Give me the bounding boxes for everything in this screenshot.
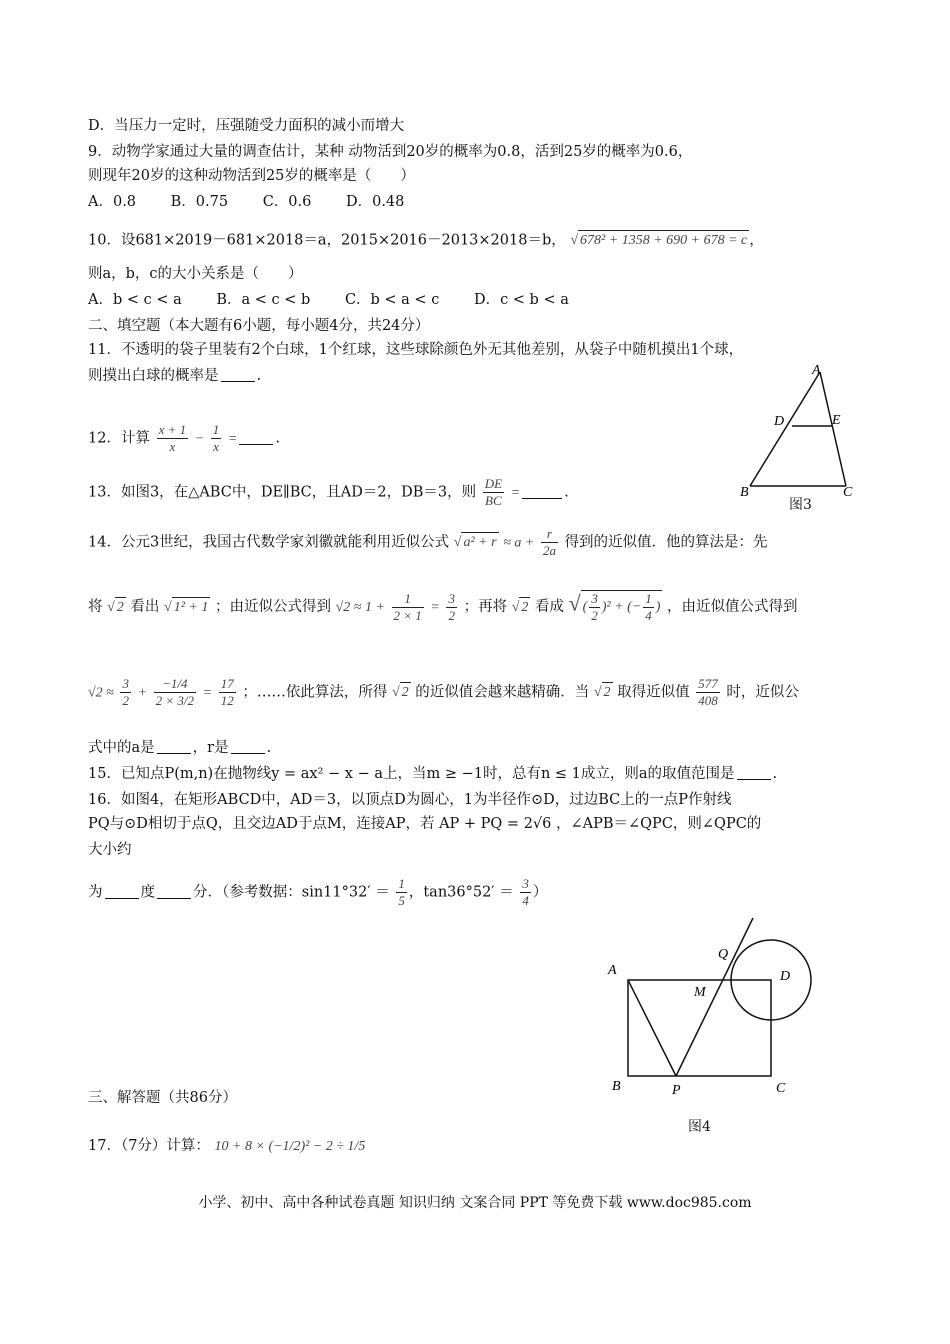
q11-answer-blank[interactable] bbox=[221, 367, 255, 382]
q14-line4b: ，r是 bbox=[192, 740, 229, 756]
q9-option-a: A．0.8 bbox=[88, 194, 137, 210]
fig3-label-a: A bbox=[812, 363, 821, 378]
q15-end: . bbox=[772, 766, 778, 782]
q14-line2b: 看出 bbox=[130, 599, 160, 615]
q14-frac-577: 577 bbox=[698, 676, 718, 691]
q14-line3b: 的近似值会越来越精确．当 bbox=[415, 684, 590, 701]
q14-formula-rad: a² + r bbox=[461, 532, 498, 553]
q10-stem-text: 10．设681×2019－681×2018＝a，2015×2016－2013×2018＝b， bbox=[88, 232, 566, 249]
q12-prefix: 12．计算 bbox=[88, 430, 150, 447]
q13-frac bbox=[483, 476, 504, 509]
q14-line2: 将 √ 2 看出 √ 1² + 1 ；由近似公式得到 √2 ≈ 1 + $\frac{1}{2 \times 1}$ = $\frac{3}{2}$ ；再将 √ 2 看成 √ ( $\frac{3}{2}$ )² + (− $\frac{1}{4}$ ) ，由近似值公式得到 bbox=[88, 590, 798, 623]
q14-frac-12: 12 bbox=[220, 693, 234, 708]
q13 bbox=[88, 476, 569, 509]
q14-sqrt2-d: √ 2 bbox=[594, 682, 613, 703]
q16-f2-den: 4 bbox=[522, 893, 529, 908]
fig3-caption: 图3 bbox=[789, 497, 812, 513]
q9-line1: 9．动物学家通过大量的调查估计，某种 动物活到20岁的概率为0.8，活到25岁的概率为0.6， bbox=[88, 144, 693, 160]
figure-4-rectangle-circle bbox=[600, 912, 830, 1102]
q12-frac1-num: x + 1 bbox=[158, 422, 187, 437]
q14-formula-num: r bbox=[541, 526, 558, 543]
q14-line2c: ；由近似公式得到 bbox=[214, 599, 331, 615]
fig4-label-d: D bbox=[780, 969, 791, 984]
q14-sqrt2-a: √ 2 bbox=[107, 597, 126, 618]
q14-line2f: ，由近似值公式得到 bbox=[667, 599, 798, 615]
q13-eq: = bbox=[510, 485, 521, 501]
q14-frac-17: 17 bbox=[220, 676, 234, 691]
q9-option-b: B．0.75 bbox=[170, 194, 229, 210]
q14-line2d: ；再将 bbox=[463, 599, 508, 615]
q14-nested-frac: $\frac{-1/4}{2 \times 3/2}$ bbox=[155, 676, 195, 708]
section-2-heading: 二、填空题（本大题有6小题，每小题4分，共24分） bbox=[88, 318, 430, 334]
q14-frac-3-over-2-b: $\frac{3}{2}$ bbox=[122, 676, 129, 708]
q13-frac-den: BC bbox=[485, 493, 502, 508]
q14-sqrt2-c: √ 2 bbox=[392, 682, 411, 703]
q8-option-d: D．当压力一定时，压强随受力面积的减小而增大 bbox=[88, 118, 405, 134]
q14-sqrt-complex: √ ( $\frac{3}{2}$ )² + (− $\frac{1}{4}$ ) bbox=[568, 590, 661, 623]
q17-prefix: 17．（7分）计算： bbox=[88, 1138, 210, 1154]
q10-option-a: A．b < c < a bbox=[88, 292, 182, 308]
fig4-label-a: A bbox=[608, 963, 617, 978]
q14-line2a: 将 bbox=[88, 599, 103, 615]
q16-frac-3-4 bbox=[520, 876, 531, 909]
q14-formula-approx: ≈ a + bbox=[503, 535, 535, 551]
q9-option-d: D．0.48 bbox=[345, 194, 405, 210]
q12-frac2-den: x bbox=[213, 439, 219, 454]
q16-frac-1-5 bbox=[396, 876, 407, 909]
q16-f1-den: 5 bbox=[398, 893, 405, 908]
q16-line4a: 为 bbox=[88, 884, 103, 901]
q13-text: 13．如图3，在△ABC中，DE∥BC，且AD＝2，DB＝3，则 bbox=[88, 484, 477, 501]
q15 bbox=[88, 764, 777, 784]
q14-answer-a-blank[interactable] bbox=[157, 739, 191, 754]
q10-line2: 则a，b，c的大小关系是（ ） bbox=[88, 266, 303, 282]
q14-line3d: 时，近似公 bbox=[726, 684, 799, 701]
fig3-label-c: C bbox=[843, 485, 853, 500]
q11-end: . bbox=[256, 368, 262, 384]
q16-line1: 16．如图4，在矩形ABCD中，AD＝3，以顶点D为圆心，1为半径作⊙D，过边BC上的一点P作射线 bbox=[88, 792, 732, 808]
q14-sqrt2-b: √ 2 bbox=[512, 597, 531, 618]
section-3-heading: 三、解答题（共86分） bbox=[88, 1090, 237, 1106]
fig4-ray-pq bbox=[676, 918, 753, 1076]
q14-formula-sqrt: √ a² + r bbox=[454, 532, 499, 553]
q14-answer-r-blank[interactable] bbox=[231, 739, 265, 754]
q14-line4-text: 式中的a是 bbox=[88, 740, 155, 756]
q12-minus: − bbox=[194, 431, 205, 447]
fig4-label-b: B bbox=[612, 1079, 621, 1094]
q12-answer-blank[interactable] bbox=[239, 430, 273, 445]
q14-frac-3-over-2: $\frac{3}{2}$ bbox=[448, 590, 455, 623]
fig4-label-c: C bbox=[776, 1081, 786, 1096]
q15-text: 15．已知点P(m,n)在抛物线y = ax² − x − a上，当m ≥ −1时，总有n ≤ 1成立，则a的取值范围是 bbox=[88, 766, 735, 782]
q16-f2-num: 3 bbox=[522, 876, 529, 891]
q13-end: . bbox=[564, 484, 569, 501]
q16-line2: PQ与⊙D相切于点Q，且交边AD于点M，连接AP，若 AP + PQ = 2√6 ，∠APB＝∠QPC，则∠QPC的 bbox=[88, 816, 762, 832]
q16-line3: 大小约 bbox=[88, 842, 132, 858]
fig3-side-ac bbox=[820, 372, 846, 486]
fig4-label-p: P bbox=[672, 1083, 681, 1098]
q12-frac2-num: 1 bbox=[212, 422, 220, 437]
q16-f1-num: 1 bbox=[398, 876, 405, 891]
q9-options bbox=[88, 192, 434, 212]
q13-frac-num: DE bbox=[484, 476, 503, 491]
q10-option-b: B．a < c < b bbox=[216, 292, 311, 308]
q17 bbox=[88, 1136, 365, 1157]
q14-line1a: 14．公元3世纪，我国古代数学家刘徽就能利用近似公式 bbox=[88, 534, 450, 551]
q9-option-c: C．0.6 bbox=[262, 194, 312, 210]
fig3-label-d: D bbox=[774, 414, 785, 429]
fig3-side-ab bbox=[750, 372, 820, 486]
q14-frac-1-over-2x1: $\frac{1}{2 \times 1}$ bbox=[393, 590, 422, 623]
q14-line3a: ；……依此算法，所得 bbox=[242, 684, 388, 701]
q14-line1b: 得到的近似值．他的算法是：先 bbox=[564, 534, 768, 551]
q16-line4e: ） bbox=[532, 884, 548, 901]
q14-approx-2: √2 ≈ bbox=[88, 685, 114, 701]
q10-options bbox=[88, 290, 599, 310]
q12-frac1 bbox=[157, 422, 189, 455]
fig4-caption: 图4 bbox=[688, 1119, 711, 1135]
q14-end: . bbox=[266, 740, 272, 756]
q14-line3c: 取得近似值 bbox=[617, 684, 690, 701]
q12 bbox=[88, 422, 280, 455]
fig4-segment-ap bbox=[628, 980, 676, 1076]
q12-eq: = bbox=[227, 431, 238, 447]
fig4-label-q: Q bbox=[718, 947, 729, 962]
fig3-label-b: B bbox=[740, 485, 749, 500]
q14-approx-1: √2 ≈ 1 + bbox=[335, 600, 385, 615]
q16-line4d: ，tan36°52′ ＝ bbox=[408, 884, 514, 901]
q14-frac-577-408 bbox=[696, 676, 720, 709]
q14-formula-frac bbox=[541, 526, 558, 559]
fig3-label-e: E bbox=[832, 413, 841, 428]
q10-stem: 10．设681×2019－681×2018＝a，2015×2016－2013×2018＝b， √ 678² + 1358 + 690 + 678 = c ， bbox=[88, 230, 764, 251]
q9-line2: 则现年20岁的这种动物活到25岁的概率是（ ） bbox=[88, 168, 415, 184]
q16-answer-minute-blank[interactable] bbox=[157, 884, 191, 899]
q16-line4 bbox=[88, 876, 547, 909]
q14-line3: √2 ≈ $\frac{3}{2}$ + $\frac{-1/4}{2 \times 3/2}$ = $\frac{17}{12}$ ；……依此算法，所得 √ 2 的近似值会越来越精确．当 √ 2 取得近似值 $\frac{577}{408}$ 时，近似公 bbox=[88, 676, 799, 708]
q16-line4b: 度 bbox=[140, 884, 155, 901]
q11-line2-text: 则摸出白球的概率是 bbox=[88, 368, 219, 384]
q14-formula-den: 2a bbox=[542, 543, 556, 558]
fig4-label-m: M bbox=[694, 985, 706, 1000]
q10-sqrt: √ 678² + 1358 + 690 + 678 = c bbox=[570, 230, 749, 251]
q16-line4c: 分．（参考数据：sin11°32′ ＝ bbox=[193, 884, 390, 901]
q14-frac-408: 408 bbox=[698, 693, 718, 708]
q10-sqrt-expr: 678² + 1358 + 690 + 678 = c bbox=[578, 230, 749, 251]
q10-option-c: C．b < a < c bbox=[344, 292, 440, 308]
q11-line1: 11．不透明的袋子里装有2个白球，1个红球，这些球除颜色外无其他差别，从袋子中随机摸出1个球， bbox=[88, 342, 744, 358]
q12-frac1-den: x bbox=[169, 439, 176, 454]
q10-option-d: D．c < b < a bbox=[473, 292, 569, 308]
q12-end: . bbox=[275, 430, 280, 447]
page-footer: 小学、初中、高中各种试卷真题 知识归纳 文案合同 PPT 等免费下载 www.doc985.com bbox=[198, 1195, 752, 1211]
q14-frac-17-12 bbox=[219, 676, 236, 709]
q14-sqrt-1sq-plus-1: √ 1² + 1 bbox=[164, 597, 210, 618]
q17-expression: 10 + 8 × (−1/2)² − 2 ÷ 1/5 bbox=[214, 1139, 366, 1154]
q13-answer-blank[interactable] bbox=[522, 484, 562, 499]
q14-line4 bbox=[88, 738, 271, 758]
q16-answer-degree-blank[interactable] bbox=[105, 884, 139, 899]
figure-3-triangle bbox=[736, 362, 866, 502]
q14-line2e: 看成 bbox=[534, 599, 564, 615]
q14-line1 bbox=[88, 526, 768, 559]
q12-frac2 bbox=[211, 422, 222, 455]
q15-answer-blank[interactable] bbox=[737, 765, 771, 780]
q11-line2 bbox=[88, 366, 261, 386]
